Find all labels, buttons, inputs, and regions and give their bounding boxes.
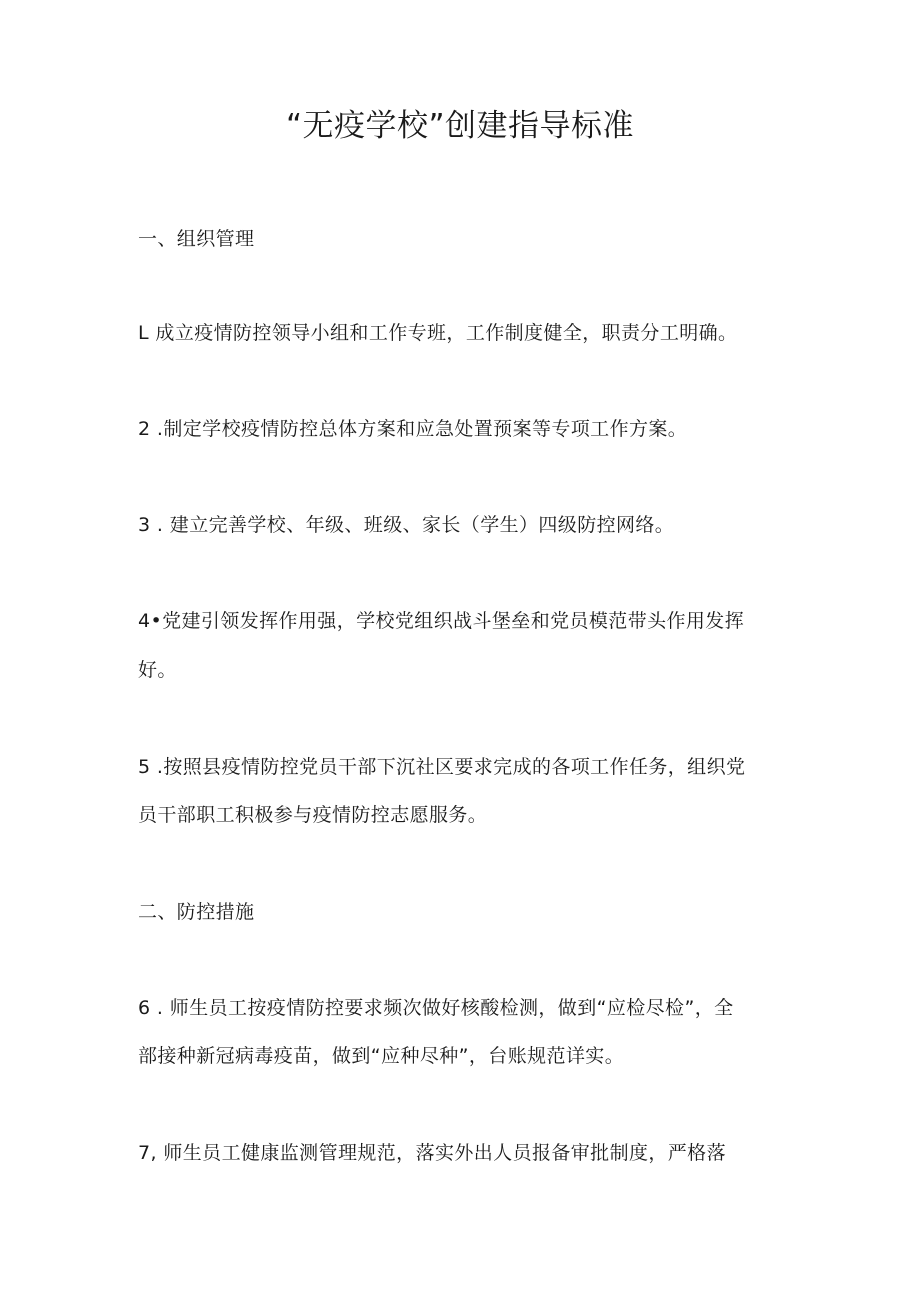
item-6-line-1: 6 . 师生员工按疫情防控要求频次做好核酸检测，做到“应检尽检”，全 xyxy=(138,997,734,1019)
section-heading-organization: 一、组织管理 xyxy=(138,228,255,250)
document-title: “无疫学校”创建指导标准 xyxy=(285,108,635,144)
item-5-line-2: 员干部职工积极参与疫情防控志愿服务。 xyxy=(138,804,488,826)
item-3-line-1: 3 . 建立完善学校、年级、班级、家长（学生）四级防控网络。 xyxy=(138,514,675,536)
item-4-line-1: 4•党建引领发挥作用强，学校党组织战斗堡垒和党员模范带头作用发挥 xyxy=(138,610,745,632)
item-5-line-1: 5 .按照县疫情防控党员干部下沉社区要求完成的各项工作任务，组织党 xyxy=(138,756,746,778)
item-1-line-1: L 成立疫情防控领导小组和工作专班，工作制度健全，职责分工明确。 xyxy=(138,322,738,344)
item-2-line-1: 2 .制定学校疫情防控总体方案和应急处置预案等专项工作方案。 xyxy=(138,418,688,440)
item-6-line-2: 部接种新冠病毒疫苗，做到“应种尽种”，台账规范详实。 xyxy=(138,1045,625,1067)
item-7-line-1: 7, 师生员工健康监测管理规范，落实外出人员报备审批制度，严格落 xyxy=(138,1142,726,1164)
section-heading-prevention: 二、防控措施 xyxy=(138,901,255,923)
item-4-line-2: 好。 xyxy=(138,659,177,681)
